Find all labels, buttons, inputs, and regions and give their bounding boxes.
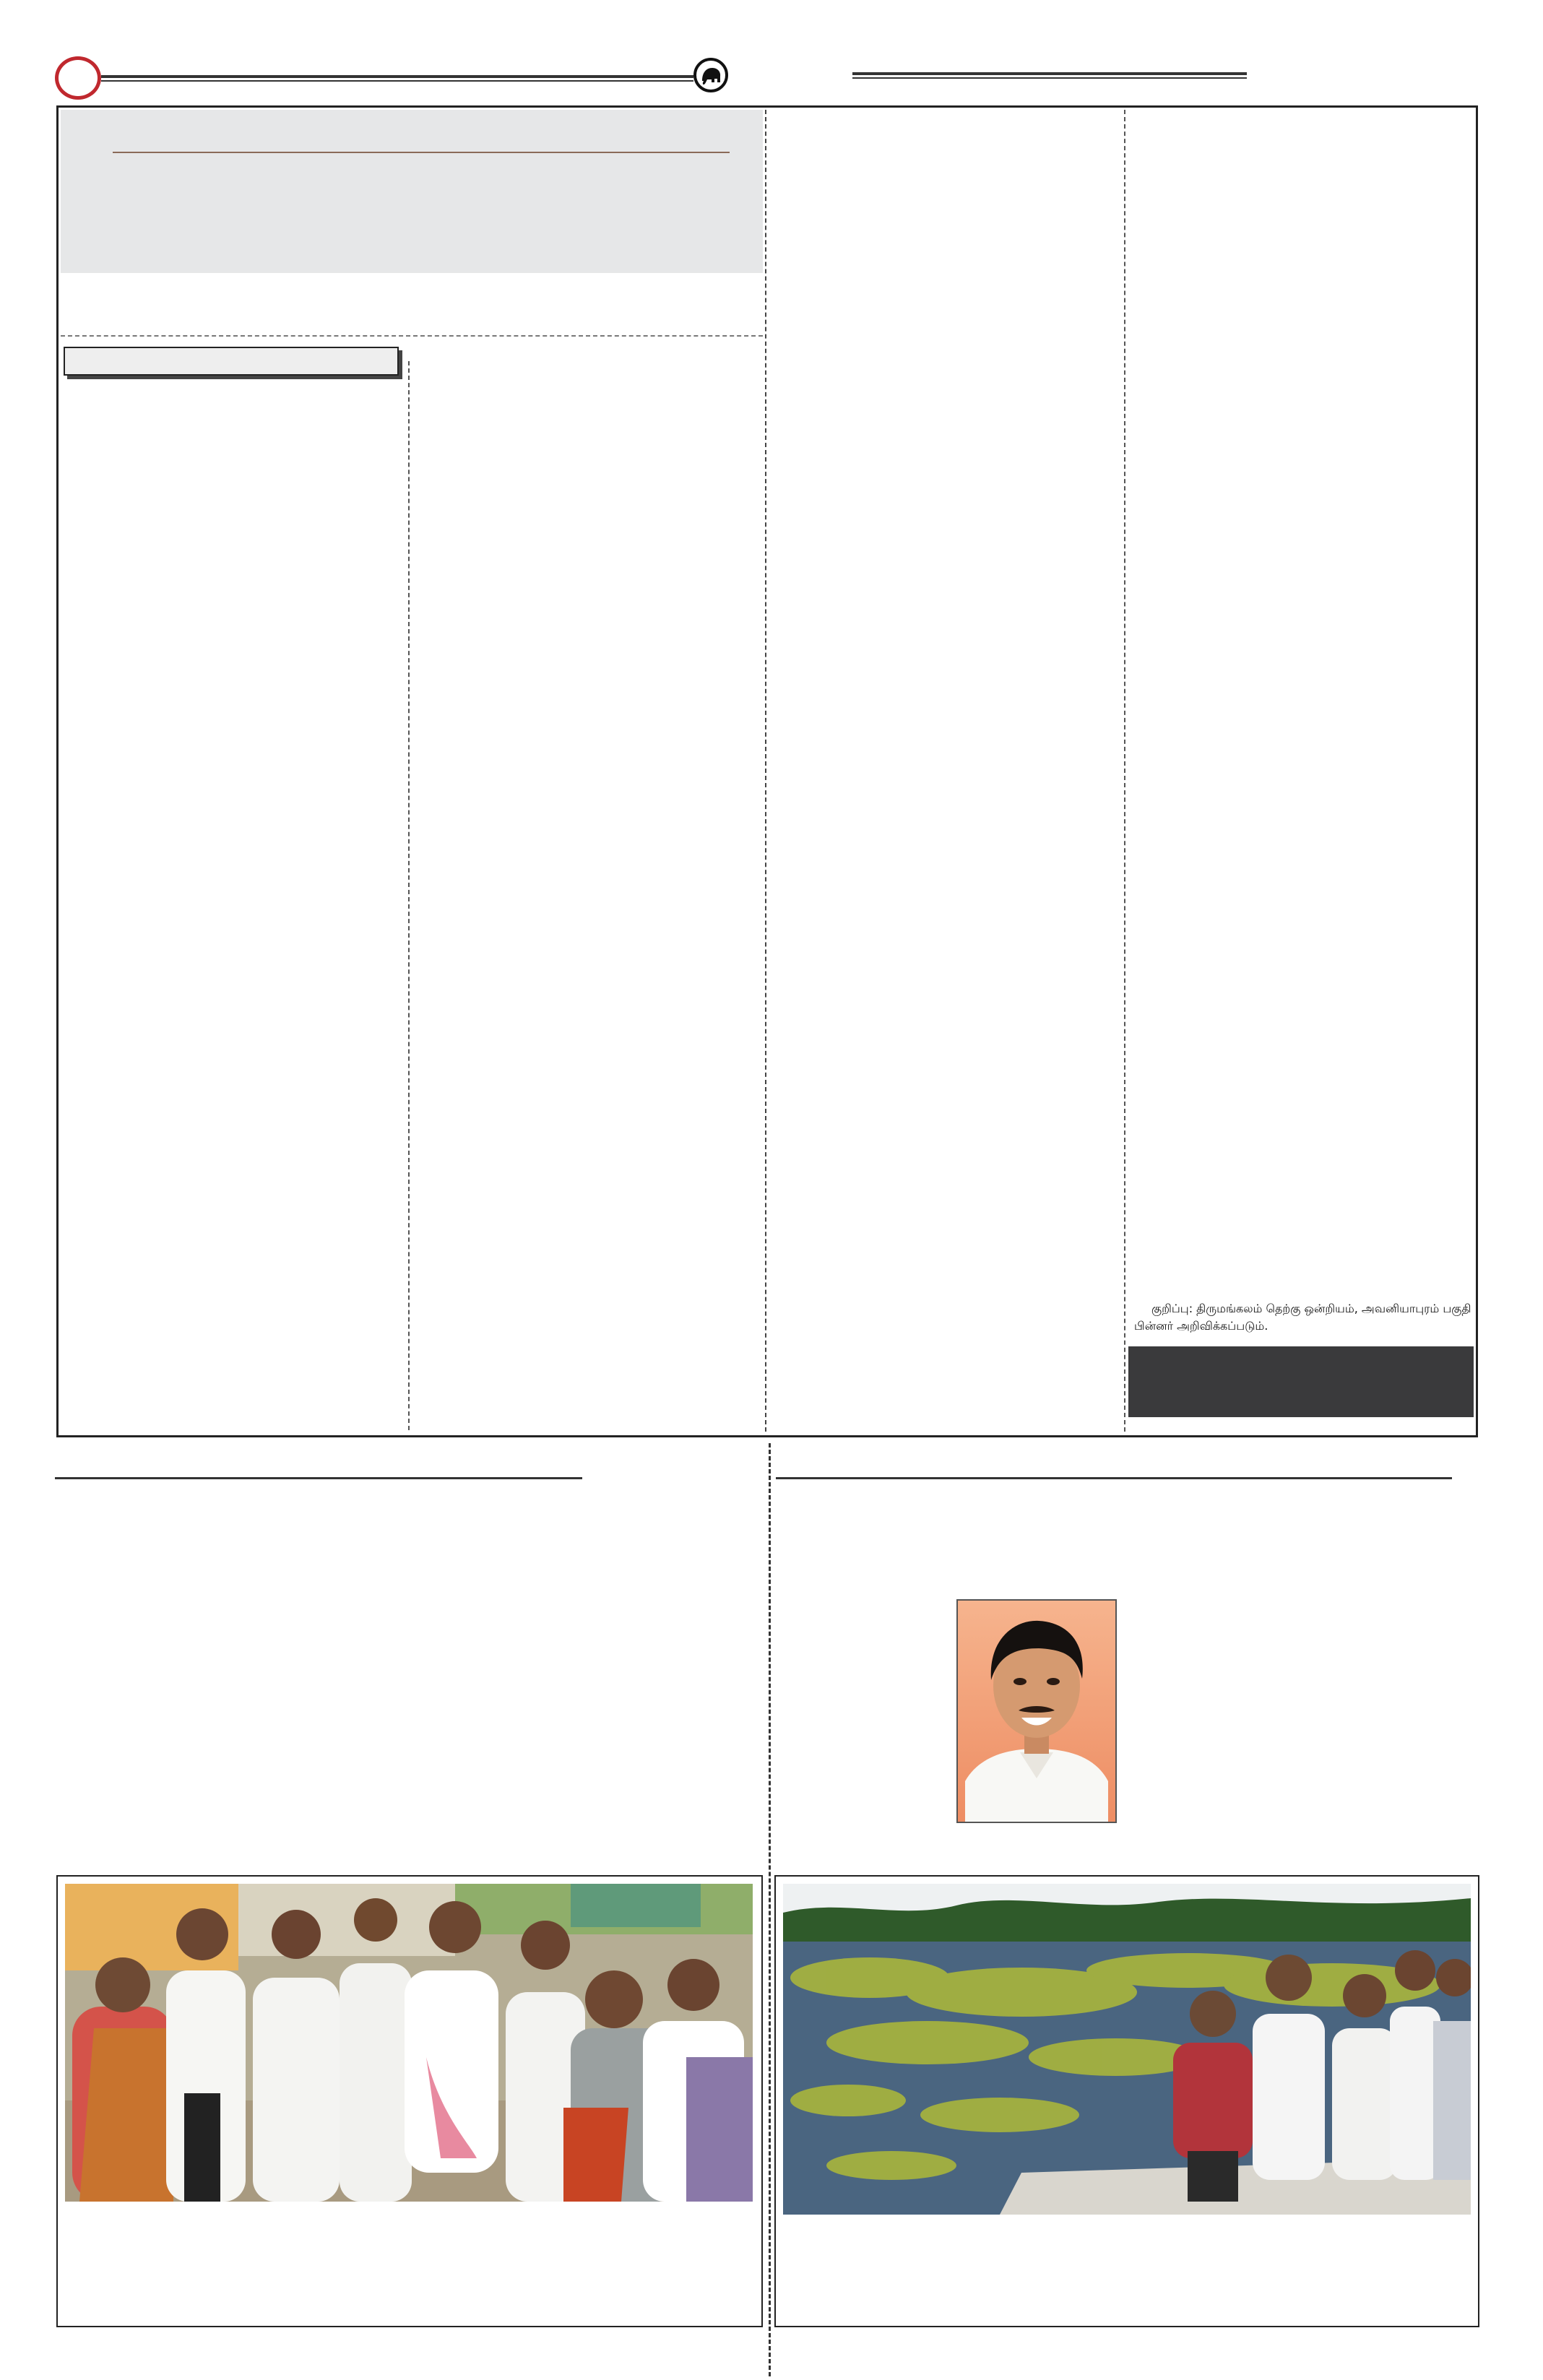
ceremony-photo-icon — [65, 1884, 753, 2202]
notice-caption-line2: பின்னர் அறிவிக்கப்படும். — [1134, 1319, 1268, 1333]
lower-right-headline-rule — [776, 1477, 1452, 1479]
header-rule-left — [101, 75, 693, 78]
column-divider-1 — [408, 361, 410, 1430]
notice-dark-banner — [1128, 1346, 1474, 1417]
subsection-label-box — [64, 347, 399, 376]
column-divider-2 — [765, 110, 766, 1432]
header-rule-left-thin — [101, 80, 693, 82]
portrait-photo-icon — [956, 1599, 1117, 1823]
headline-underline — [113, 152, 730, 153]
headline-divider — [61, 335, 763, 337]
lake-inspection-photo-icon — [783, 1884, 1471, 2215]
elephant-emblem-icon — [693, 58, 728, 92]
lower-left-headline-rule — [55, 1477, 582, 1479]
lower-center-divider — [769, 1443, 771, 2376]
notice-caption — [1134, 1300, 1472, 1335]
headline-panel — [61, 110, 763, 273]
header-rule-right-thin — [852, 77, 1247, 79]
column-divider-3 — [1124, 110, 1125, 1432]
top-section-frame — [56, 105, 1478, 1437]
page-number-badge — [55, 56, 101, 100]
notice-caption-line1: குறிப்பு: திருமங்கலம் தெற்கு ஒன்றியம், அவனியாபுரம் பகுதி — [1151, 1302, 1471, 1315]
header-rule-right — [852, 72, 1247, 75]
